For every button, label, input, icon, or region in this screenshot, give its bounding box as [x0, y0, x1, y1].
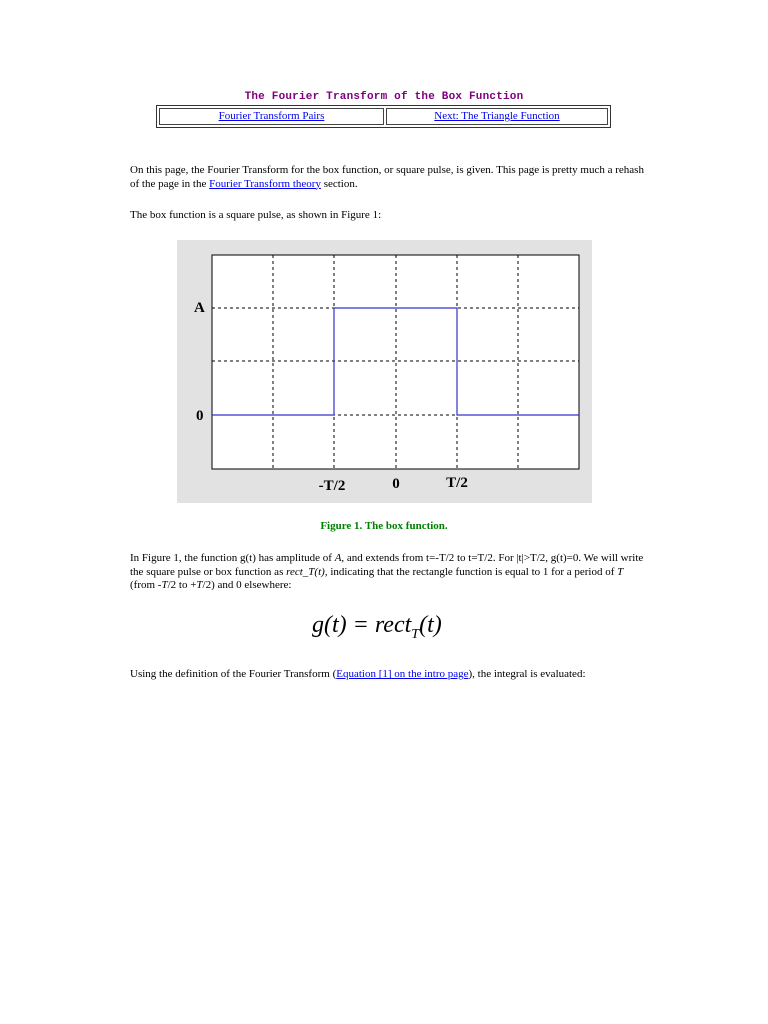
- nav-cell-prev: [159, 108, 384, 125]
- equation-rect: [312, 612, 442, 642]
- y-tick-label-A: A: [194, 300, 205, 316]
- amplitude-symbol: A: [334, 552, 342, 564]
- box-function-intro: The box function is a square pulse, as shown in Figure 1:: [130, 209, 382, 221]
- p3-text: (from -: [130, 579, 162, 591]
- intro-paragraph: [130, 164, 650, 191]
- p3-text: /2 to +: [167, 579, 197, 591]
- x-tick-label-neg-half-T: -T/2: [318, 478, 346, 494]
- nav-cell-next: [386, 108, 608, 125]
- equation-intro-link[interactable]: Equation [1] on the intro page: [336, 668, 469, 680]
- p4-text-end: ), the integral is evaluated:: [468, 668, 586, 680]
- p3-text: , indicating that the rectangle function is equal to 1 for a period of: [324, 565, 618, 578]
- box-function-chart: [177, 240, 592, 503]
- next-triangle-function-link[interactable]: Next: The Triangle Function: [434, 110, 560, 122]
- equation-subscript: T: [411, 627, 420, 642]
- period-symbol: T: [196, 579, 203, 591]
- period-symbol: T: [161, 579, 168, 591]
- p3-text: , and extends from t=-T/2 to t=T/2. For |t|>T/2, g(t)=0. We will write the square pulse or box function as: [130, 552, 644, 578]
- nav-table: [156, 105, 611, 128]
- intro-text: On this page, the Fourier Transform for the box function, or square pulse, is given. This page is pretty much a rehash of the page in the: [130, 164, 644, 190]
- x-tick-label-zero: 0: [392, 476, 400, 492]
- equation-rhs: (t): [419, 612, 442, 638]
- period-symbol: T: [617, 565, 624, 578]
- p4-text: Using the definition of the Fourier Transform (: [130, 668, 337, 680]
- y-tick-label-0: 0: [196, 408, 204, 424]
- p3-text: /2) and 0 elsewhere:: [202, 579, 292, 591]
- box-function-figure: [177, 240, 592, 503]
- integral-paragraph: [130, 668, 650, 682]
- figure-caption: Figure 1. The box function.: [320, 520, 448, 532]
- rect-function-paragraph: [130, 552, 650, 593]
- page-title: The Fourier Transform of the Box Function: [244, 91, 524, 103]
- p3-text: In Figure 1, the function g(t) has amplitude of: [130, 552, 335, 564]
- intro-text-end: section.: [320, 177, 358, 190]
- x-tick-label-half-T: T/2: [446, 475, 468, 491]
- fourier-transform-theory-link[interactable]: Fourier Transform theory: [209, 177, 321, 190]
- rect-symbol: rect_T(t): [286, 565, 325, 578]
- equation-lhs: g(t) = rect: [312, 612, 412, 638]
- fourier-transform-pairs-link[interactable]: Fourier Transform Pairs: [218, 110, 325, 122]
